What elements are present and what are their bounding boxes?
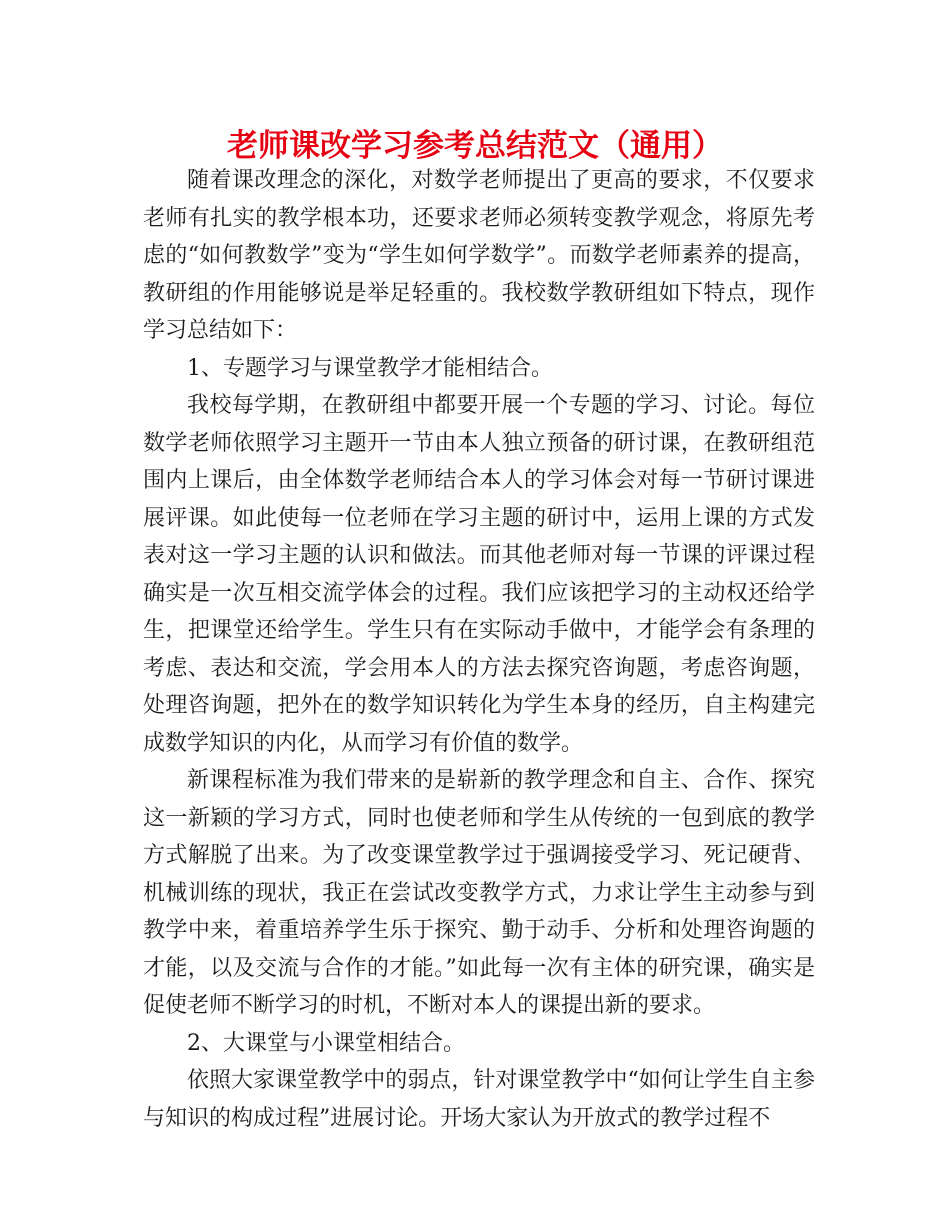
paragraph-topic-study: 我校每学期，在教研组中都要开展一个专题的学习、讨论。每位数学老师依照学习主题开一节由本人独立预备的研讨课，在教研组范围内上课后，由全体数学老师结合本人的学习体会对每一节研讨课进展评课。如此使每一位老师在学习主题的研讨中，运用上课的方式发表对这一学习主题的认识和做法。而其他老师对每一节课的评课过程确实是一次互相交流学体会的过程。我们应该把学习的主动权还给学生，把课堂还给学生。学生只有在实际动手做中，才能学会有条理的考虑、表达和交流，学会用本人的方法去探究咨询题，考虑咨询题，处理咨询题，把外在的数学知识转化为学生本身的经历，自主构建完成数学知识的内化，从而学习有价值的数学。	[143, 393, 815, 756]
document-title: 老师课改学习参考总结范文（通用）	[227, 128, 723, 164]
document-body	[143, 162, 815, 1137]
paragraph-new-curriculum: 新课程标准为我们带来的是崭新的教学理念和自主、合作、探究这一新颖的学习方式，同时也使老师和学生从传统的一包到底的教学方式解脱了出来。为了改变课堂教学过于强调接受学习、死记硬背、机械训练的现状，我正在尝试改变教学方式，力求让学生主动参与到教学中来，着重培养学生乐于探究、勤于动手、分析和处理咨询题的才能，以及交流与合作的才能。”如此每一次有主体的研究课，确实是促使老师不断学习的时机，不断对本人的课提出新的要求。	[143, 768, 815, 1018]
paragraph-heading-1: 1、专题学习与课堂教学才能相结合。	[187, 355, 553, 381]
paragraph-heading-2: 2、大课堂与小课堂相结合。	[187, 1030, 465, 1056]
paragraph-weakness-discussion: 依照大家课堂教学中的弱点，针对课堂教学中“如何让学生自主参与知识的构成过程”进展讨论。开场大家认为开放式的教学过程不	[143, 1068, 815, 1131]
paragraph-intro: 随着课改理念的深化，对数学老师提出了更高的要求，不仅要求老师有扎实的教学根本功，还要求老师必须转变教学观念，将原先考虑的“如何教数学”变为“学生如何学数学”。而数学老师素养的提高，教研组的作用能够说是举足轻重的。我校数学教研组如下特点，现作学习总结如下：	[143, 168, 815, 343]
